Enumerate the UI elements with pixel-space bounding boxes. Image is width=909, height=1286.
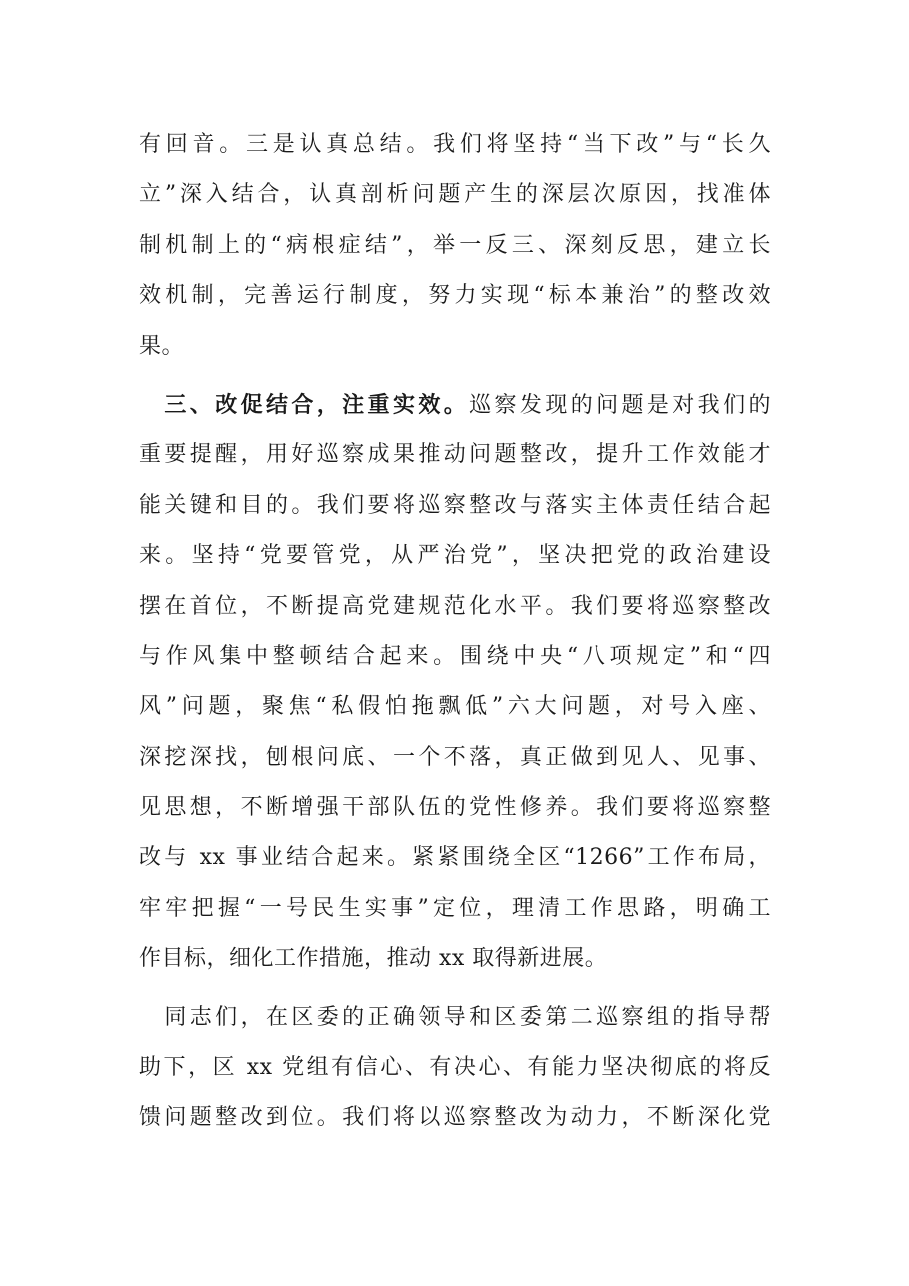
paragraph-closing <box>139 993 771 1144</box>
text-line: 来。坚持“党要管党，从严治党”，坚决把党的政治建设 <box>139 543 771 569</box>
document-body <box>139 120 771 1144</box>
text-line: 立”深入结合，认真剖析问题产生的深层次原因，找准体 <box>139 182 771 208</box>
text-line: 能关键和目的。我们要将巡察整改与落实主体责任结合起 <box>139 492 771 518</box>
text-line: 摆在首位，不断提高党建规范化水平。我们要将巡察整改 <box>139 593 771 619</box>
text-line: 助下，区 xx 党组有信心、有决心、有能力坚决彻底的将反 <box>139 1055 771 1081</box>
text-line: 果。 <box>139 333 185 359</box>
text-line: 见思想，不断增强干部队伍的党性修养。我们要将巡察整 <box>139 795 771 821</box>
text-line: 深挖深找，刨根问底、一个不落，真正做到见人、见事、 <box>139 744 771 770</box>
text-line: 同志们，在区委的正确领导和区委第二巡察组的指导帮 <box>139 1004 771 1030</box>
text-line: 重要提醒，用好巡察成果推动问题整改，提升工作效能才 <box>139 442 771 468</box>
paragraph-summary <box>139 120 771 372</box>
text-line: 风”问题，聚焦“私假怕拖飘低”六大问题，对号入座、 <box>139 694 771 720</box>
text-line: 制机制上的“病根症结”，举一反三、深刻反思，建立长 <box>139 232 771 258</box>
text-line: 有回音。三是认真总结。我们将坚持“当下改”与“长久 <box>139 132 771 157</box>
text-run: 巡察发现的问题是对我们的 <box>469 392 771 418</box>
section-heading: 三、改促结合，注重实效。 <box>164 391 470 418</box>
text-line: 牢牢把握“一号民生实事”定位，理清工作思路，明确工 <box>139 895 771 921</box>
text-line: 馈问题整改到位。我们将以巡察整改为动力，不断深化党 <box>139 1105 771 1131</box>
text-line: 作目标，细化工作措施，推动 xx 取得新进展。 <box>139 946 608 972</box>
text-line: 改与 xx 事业结合起来。紧紧围绕全区“1266”工作布局， <box>139 845 771 871</box>
text-line-with-heading <box>139 380 771 430</box>
text-line: 效机制，完善运行制度，努力实现“标本兼治”的整改效 <box>139 283 771 309</box>
text-line: 与作风集中整顿结合起来。围绕中央“八项规定”和“四 <box>139 643 771 669</box>
paragraph-section-three <box>139 380 771 985</box>
